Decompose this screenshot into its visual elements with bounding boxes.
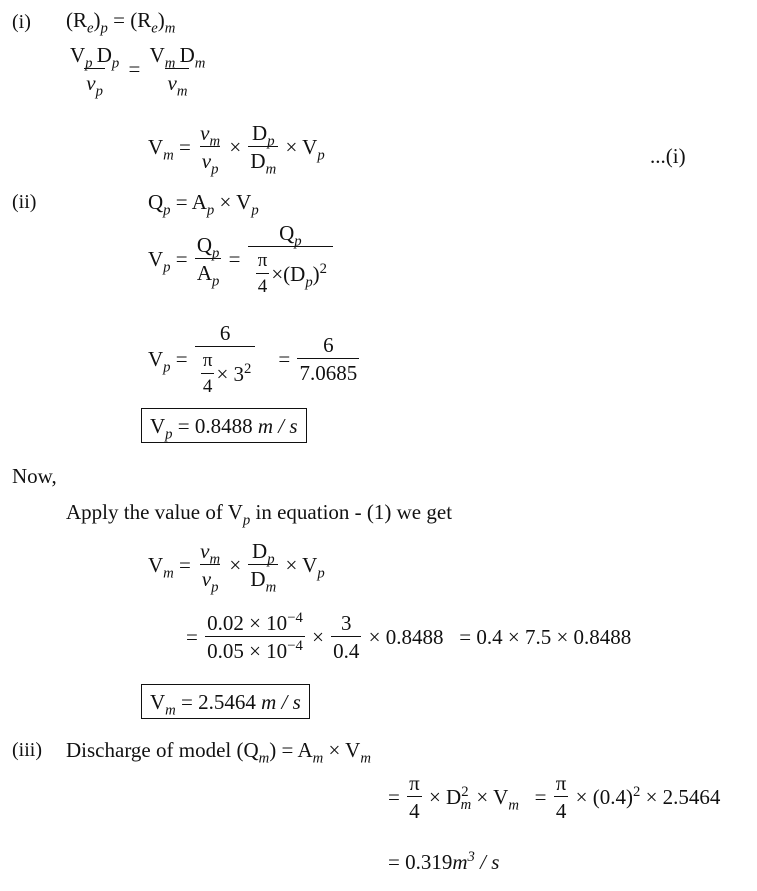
equation-tag: ...(i) xyxy=(650,144,686,168)
vm-numeric: = $\frac{0.02 \times 10^{-4}}{0.05 \times 10^{-4}}$ × $\frac{3}{0.4}$ × 0.8488 = 0.4 × 7.5 × 0.8488 xyxy=(186,609,632,664)
now-label: Now, xyxy=(12,464,57,488)
vm-formula: $V_m$ = $\frac{v_m}{v_p}$ × $\frac{D_p}{D_m}$ × $V_p$ xyxy=(148,121,325,178)
step-label-ii: (ii) xyxy=(12,191,37,213)
discharge-model-equation: Discharge of model $(Q_m) = A_m \times V_m$ xyxy=(66,738,371,767)
qm-result: = $0.319m^3$ / s xyxy=(388,848,500,874)
vm-formula-repeat: $V_m$ = $\frac{v_m}{v_p}$ × $\frac{D_p}{D_m}$ × $V_p$ xyxy=(148,539,325,596)
apply-value-sentence: Apply the value of $V_p$ in equation - (1) we get xyxy=(66,500,453,529)
step-label-iii: (iii) xyxy=(12,739,42,761)
discharge-prototype-equation: $Q_p = A_p \times V_p$ xyxy=(148,190,259,219)
vp-formula: $V_p$ = $\frac{Q_p}{A_p}$ = $Q_p$ $\frac{\pi}{4}$ $\times(D_p)^2$ xyxy=(148,222,335,297)
vp-numeric: $V_p$ = 6 $\frac{\pi}{4}$ × $3^2$ = $\frac{6}{7.0685}$ xyxy=(148,321,358,397)
vm-result-box: $V_m = 2.5464$ m / s xyxy=(141,692,310,713)
vp-result-box: $V_p = 0.8488$ m / s xyxy=(141,416,307,437)
step-label-i: (i) xyxy=(12,11,31,33)
qm-computation: = $\frac{\pi}{4}$ × $D^2_m \times V_m$ = $\frac{\pi}{4}$ × $(0.4)^2 \times 2.5464$ xyxy=(388,771,721,824)
reynolds-fraction-equation: $\frac{V_p D_p}{v_p}$ = $\frac{V_m D_m}{v_m}$ xyxy=(70,43,206,100)
reynolds-equality: $(R_e)_p = (R_e)_m$ xyxy=(66,8,176,37)
